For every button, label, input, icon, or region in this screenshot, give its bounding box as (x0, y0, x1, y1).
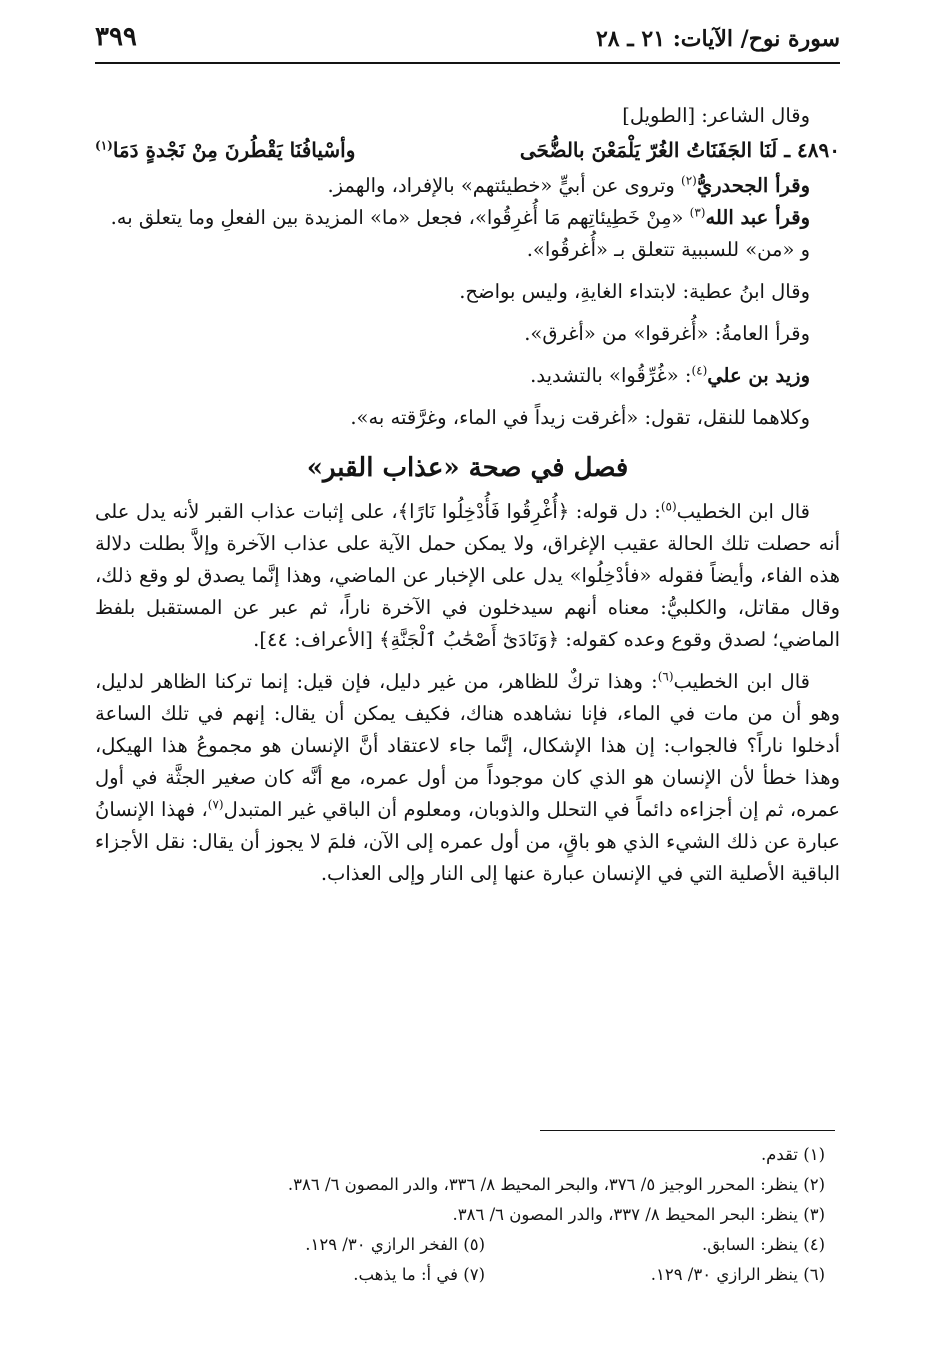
paragraph: وقال الشاعر: [الطويل] (622, 104, 810, 127)
footnote-ref: (٣) (689, 205, 706, 220)
main-text (95, 100, 840, 890)
paragraph-text: : وهذا تركٌ للظاهر، من غير دليل، فإن قيل: إنما تركنا الظاهر لدليل، وهو أن من مات في الماء، فإنا نشاهده هناك، فكيف يمكن أن يقال: إنهم في تلك الساعة أدخلوا ناراً؟ فالجواب: إن هذا الإشكال، إنَّما جاء لاعتقاد أنَّ الإنسان هو مجموعُ هذا الهيكل، وهذا خطأ لأن الإنسان هو الذي كان موجوداً من أول عمره، مع أنَّه كان صغير الجثَّة في أول عمره، ثم إن أجزاءه دائماً في التحلل والذوبان، ومعلوم أن الباقي غير المتبدل (95, 670, 840, 821)
paragraph: وقرأ العامةُ: «أُغرقوا» من «أغرق». (524, 322, 810, 345)
footnote-ref: (٤) (691, 363, 708, 378)
paragraph (95, 202, 840, 234)
spacer (95, 392, 840, 402)
paragraph: وقال ابنُ عطية: لابتداء الغايةِ، وليس بواضح. (459, 280, 810, 303)
paragraph-text: «مِنْ خَطِيئاتِهم مَا أُغرِقُوا»، فجعل «ما» المزيدة بين الفعلِ وما يتعلق به. (110, 206, 690, 229)
footnote-ref: (١) (95, 138, 113, 153)
poem-verse (95, 134, 840, 166)
footnote-divider (540, 1130, 835, 1131)
paragraph (95, 496, 840, 656)
running-title: سورة نوح/ الآيات: ٢١ ـ ٢٨ (595, 26, 840, 52)
poem-hemistich-1: لَنَا الجَفَنَاتُ الغُرّ يَلْمَعْنَ بالضُّحَى (519, 138, 778, 162)
paragraph (95, 360, 840, 392)
footnote-row (95, 1260, 825, 1290)
footnote-ref: (٧) (207, 797, 224, 812)
spacer (95, 656, 840, 666)
reader-name: وقرأ الجحدريُّ (696, 174, 810, 197)
footnote: (٤) ينظر: السابق. (702, 1235, 825, 1254)
poem-hemistich-2: وأسْيافُنَا يَقْطُرنَ مِنْ نَجْدةٍ دَمَا (112, 138, 356, 162)
spacer (95, 350, 840, 360)
paragraph-text: قال ابن الخطيب (673, 670, 810, 693)
footnote-ref: (٦) (657, 669, 674, 684)
poem-number: ٤٨٩٠ ـ (777, 138, 840, 162)
spacer (95, 308, 840, 318)
footnote: (٧) في أ: ما يذهب. (353, 1265, 485, 1284)
paragraph-text: : دل قوله: ﴿أُغْرِقُوا فَأُدْخِلُوا نَارًا﴾، على إثبات عذاب القبر لأنه يدل على أنه حصلت تلك الحالة عقيب الإغراق، ولا يمكن حمل الآية على عذاب الآخرة وإلاَّ بطلت دلالة هذه الفاء، وأيضاً فقوله «فأدْخِلُوا» يدل على الإخبار عن الماضي، وهذا إنَّما يصدق لو وقع ذلك، وقال مقاتل، والكلبيُّ: معناه أنهم سيدخلون في الآخرة ناراً، ثم عبر عن المستقبل بلفظ الماضي؛ لصدق وقوع وعده كقوله: ﴿وَنَادَىٰٓ أَصْحَٰبُ ٱلْجَنَّةِ﴾ [الأعراف: ٤٤]. (95, 500, 840, 651)
paragraph-text: ، فهذا الإنسانُ عبارة عن ذلك الشيء الذي هو باقٍ، من أول عمره إلى الآن، فلمَ لا يجوز أن يقال: نقل الأجزاء الباقية الأصلية التي في الإنسان عبارة عنها إلى النار وإلى العذاب. (95, 798, 840, 885)
paragraph: وكلاهما للنقل، تقول: «أغرقت زيداً في الماء، وغرَّقته به». (350, 406, 810, 429)
footnote: (٢) ينظر: المحرر الوجيز ٥/ ٣٧٦، والبحر المحيط ٨/ ٣٣٦، والدر المصون ٦/ ٣٨٦. (287, 1175, 825, 1194)
footnote-ref: (٥) (660, 499, 677, 514)
footnotes (95, 1140, 825, 1290)
footnote: (٦) ينظر الرازي ٣٠/ ١٢٩. (650, 1265, 825, 1284)
reader-name: وزيد بن علي (707, 364, 810, 387)
paragraph-text: قال ابن الخطيب (676, 500, 810, 523)
paragraph-text: : «غُرِّقُوا» بالتشديد. (530, 364, 692, 387)
footnote: (١) تقدم. (760, 1145, 825, 1164)
footnote: (٥) الفخر الرازي ٣٠/ ١٢٩. (305, 1235, 485, 1254)
paragraph: و «من» للسببية تتعلق بـ «أُغرقُوا». (526, 238, 810, 261)
section-heading: فصل في صحة «عذاب القبر» (306, 453, 629, 483)
page-number: ٣٩٩ (95, 22, 137, 52)
poem-hemistich-first (520, 134, 840, 166)
paragraph-text: وتروى عن أبيٍّ «خطيئتهم» بالإفراد، والهمز. (327, 174, 682, 197)
spacer (95, 266, 840, 276)
reader-name: وقرأ عبد الله (705, 206, 810, 229)
footnote: (٣) ينظر: البحر المحيط ٨/ ٣٣٧، والدر المصون ٦/ ٣٨٦. (452, 1205, 825, 1224)
paragraph (95, 666, 840, 890)
footnote-row (95, 1230, 825, 1260)
page-header (95, 22, 840, 64)
footnote-ref: (٢) (681, 173, 697, 188)
poem-hemistich-second (95, 134, 355, 166)
paragraph (95, 170, 840, 202)
